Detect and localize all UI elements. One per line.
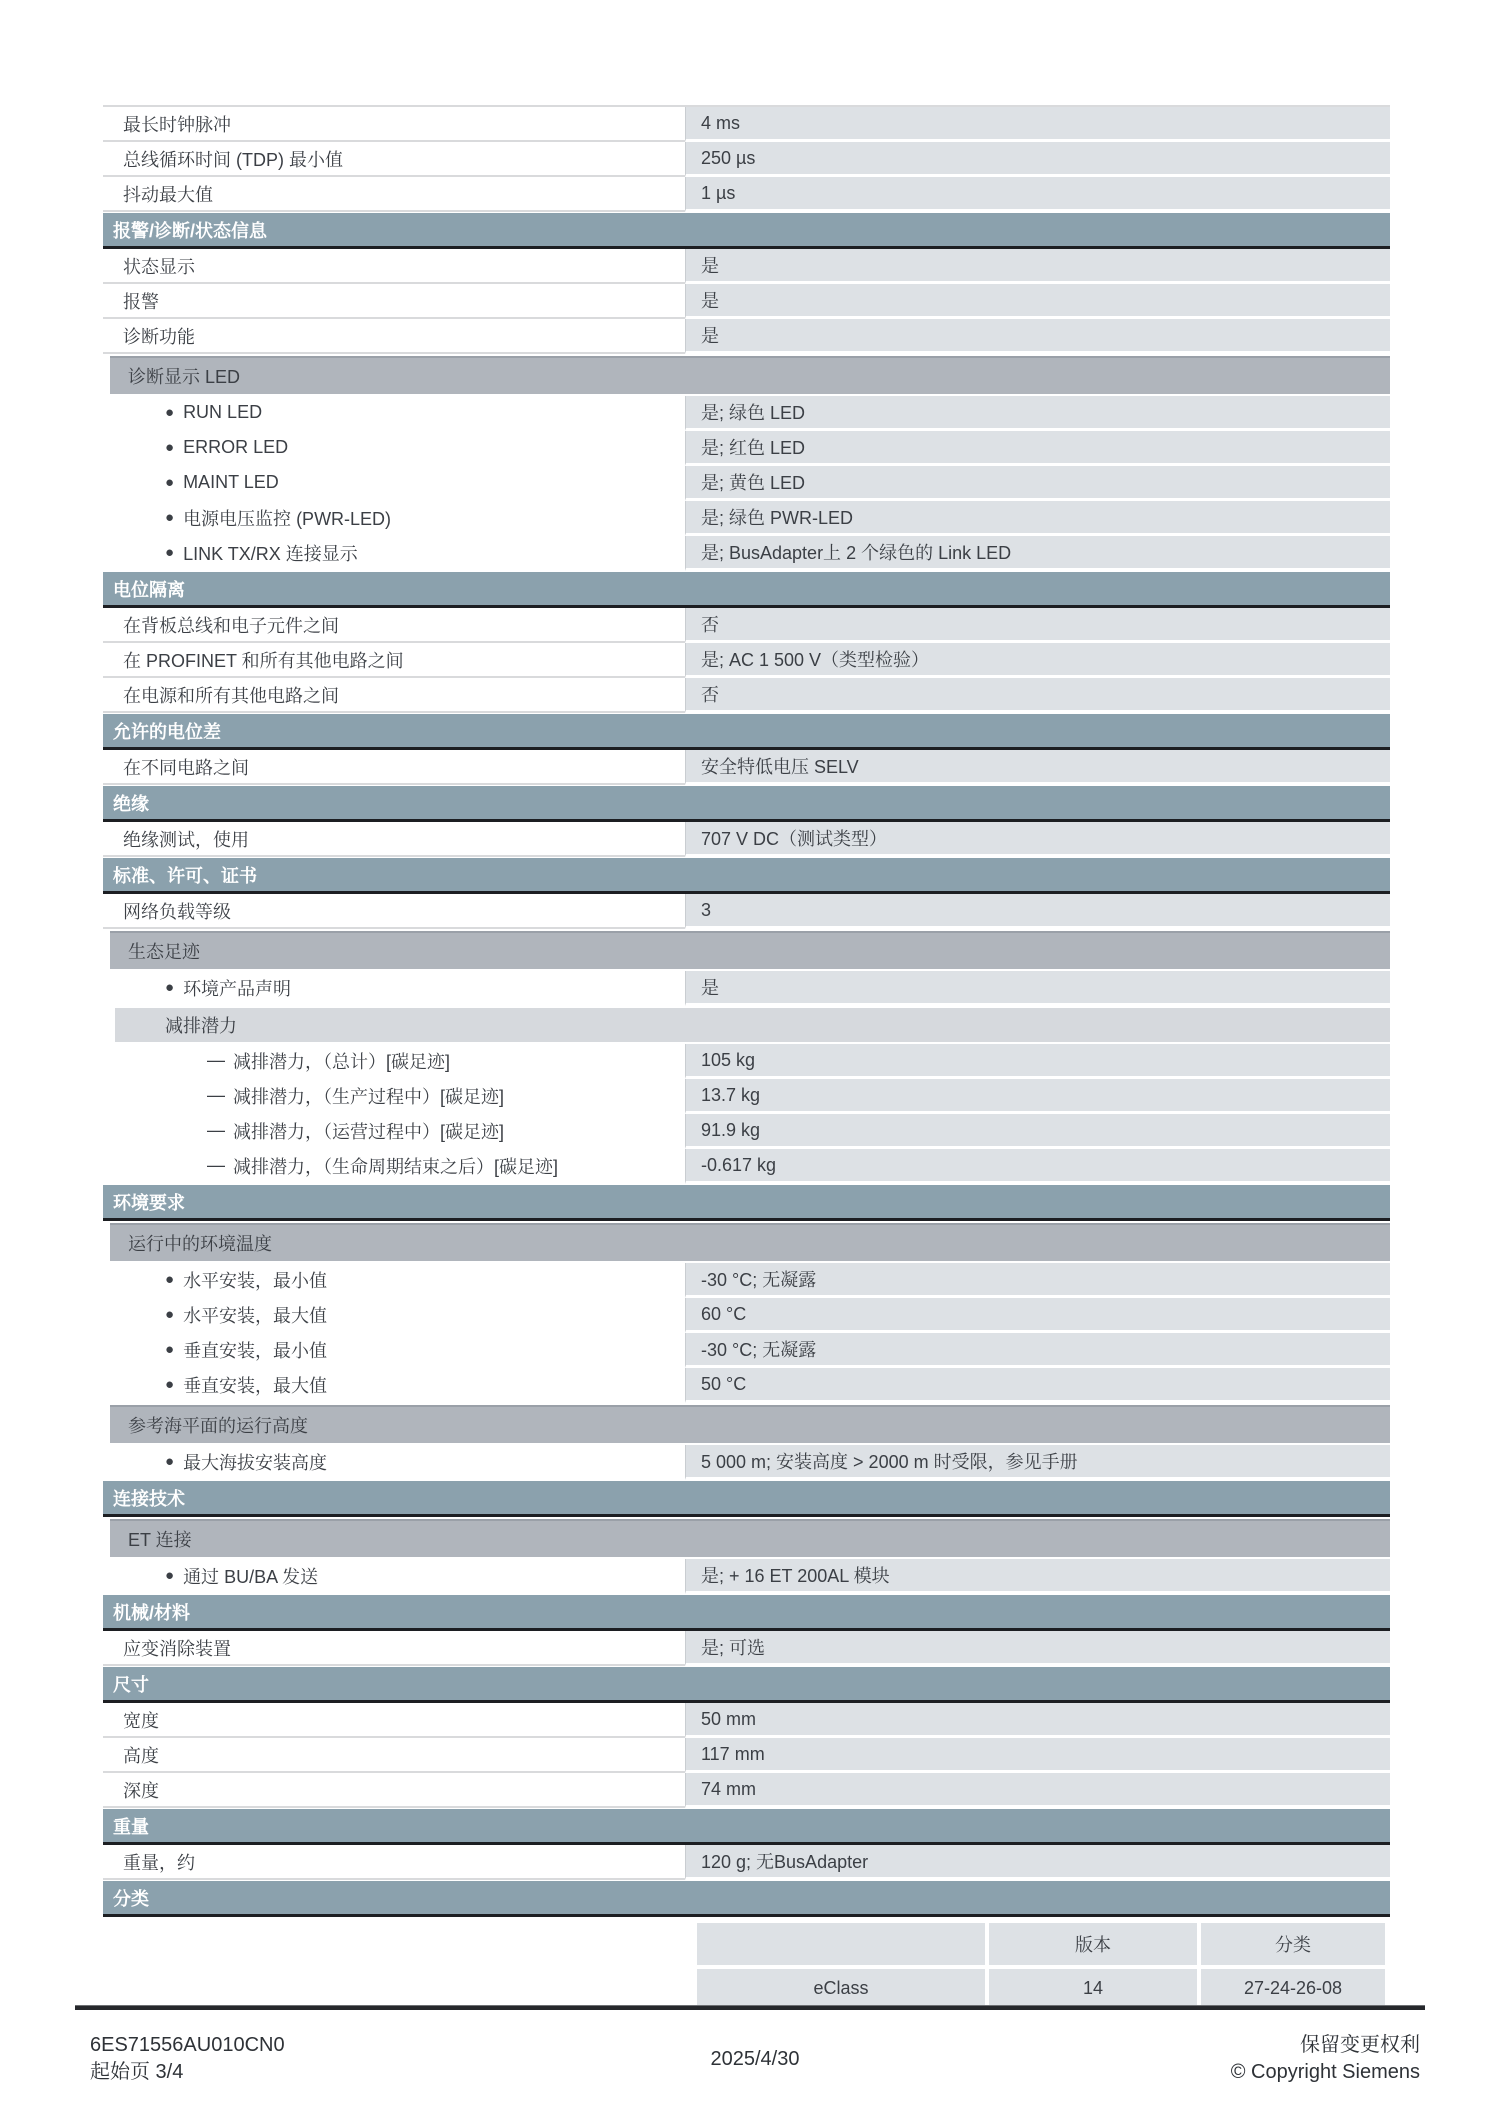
spec-value: 是; 黄色 LED (685, 466, 1390, 501)
section-title: 标准、许可、证书 (113, 865, 257, 886)
spec-row (103, 177, 1390, 212)
spec-table (103, 105, 1390, 1917)
spec-value: 3 (685, 894, 1390, 929)
spec-row (103, 536, 1390, 571)
footer-rights: 保留变更权利 (1300, 2034, 1420, 2056)
spec-value: 4 ms (685, 107, 1390, 142)
spec-value: 50 °C (685, 1368, 1390, 1403)
spec-label-text: 诊断功能 (123, 326, 195, 347)
spec-label-text: 减排潜力，（运营过程中）[碳足迹] (233, 1121, 505, 1142)
section-title: 绝缘 (113, 793, 149, 814)
footer-divider (75, 2005, 1425, 2010)
spec-row (103, 1445, 1390, 1480)
bullet-icon: ● (165, 979, 175, 996)
bullet-icon: ● (165, 439, 175, 456)
section-title: 允许的电位差 (113, 721, 221, 742)
footer-order-number: 6ES71556AU010CN0 (90, 2034, 285, 2056)
footer-left (90, 2032, 510, 2086)
spec-value: 105 kg (685, 1044, 1390, 1079)
spec-label (103, 1114, 685, 1149)
spec-row (103, 466, 1390, 501)
spec-label-text: 宽度 (123, 1710, 159, 1731)
spec-value: 74 mm (685, 1773, 1390, 1808)
spec-label (103, 142, 685, 177)
bullet-icon: ● (165, 1567, 175, 1584)
spec-value: 60 °C (685, 1298, 1390, 1333)
spec-label-text: 深度 (123, 1780, 159, 1801)
section-title: 电位隔离 (113, 579, 185, 600)
spec-label-text: 状态显示 (123, 256, 195, 277)
spec-row (103, 608, 1390, 643)
spec-value: 是 (685, 284, 1390, 319)
spec-label-text: 垂直安装，最小值 (183, 1340, 328, 1361)
spec-label (103, 1773, 685, 1808)
section-header (103, 1481, 1390, 1517)
dash-icon: — (207, 1120, 225, 1140)
bullet-icon: ● (165, 509, 175, 526)
subsection-header: 参考海平面的运行高度 (110, 1405, 1390, 1443)
spec-label-text: 总线循环时间 (TDP) 最小值 (123, 149, 343, 170)
spec-row (103, 1738, 1390, 1773)
spec-label-text: 垂直安装，最大值 (183, 1375, 328, 1396)
spec-row (103, 1368, 1390, 1403)
spec-value: 是; 绿色 PWR-LED (685, 501, 1390, 536)
bullet-icon: ● (165, 1271, 175, 1288)
spec-value: -0.617 kg (685, 1149, 1390, 1184)
footer-page-label: 起始页 3/4 (90, 2061, 184, 2083)
subsection-header: ET 连接 (110, 1519, 1390, 1557)
spec-value: 是 (685, 971, 1390, 1006)
section-header (103, 858, 1390, 894)
section-header (103, 1185, 1390, 1221)
bullet-icon: ● (165, 404, 175, 421)
dash-icon: — (207, 1050, 225, 1070)
spec-label (103, 1298, 685, 1333)
section-header (103, 1881, 1390, 1917)
spec-value: 117 mm (685, 1738, 1390, 1773)
spec-row (103, 142, 1390, 177)
spec-label (103, 536, 685, 571)
spec-label-text: 环境产品声明 (183, 978, 292, 999)
spec-value: 是; 绿色 LED (685, 396, 1390, 431)
spec-row (103, 1079, 1390, 1114)
spec-label-text: 电源电压监控 (PWR-LED) (183, 508, 392, 529)
spec-value: 是; AC 1 500 V（类型检验） (685, 643, 1390, 678)
spec-label-text: 水平安装，最小值 (183, 1270, 328, 1291)
spec-label (103, 501, 685, 536)
spec-label-text: 在不同电路之间 (123, 757, 249, 778)
classification-header-class: 分类 (1201, 1923, 1385, 1965)
spec-value: 120 g; 无BusAdapter (685, 1845, 1390, 1880)
spec-row (103, 284, 1390, 319)
spec-row (103, 501, 1390, 536)
section-header (103, 786, 1390, 822)
spec-value: 是; 可选 (685, 1631, 1390, 1666)
spec-row (103, 1298, 1390, 1333)
spec-label (103, 466, 685, 501)
spec-label (103, 1149, 685, 1184)
bullet-icon: ● (165, 1306, 175, 1323)
spec-label (103, 1368, 685, 1403)
spec-label (103, 971, 685, 1006)
spec-value: -30 °C; 无凝露 (685, 1333, 1390, 1368)
spec-label (103, 107, 685, 142)
classification-header-row (697, 1923, 1390, 1965)
spec-row (103, 1114, 1390, 1149)
classification-cell-system: eClass (697, 1969, 985, 2007)
footer-date: 2025/4/30 (710, 2047, 800, 2070)
bullet-icon: ● (165, 1376, 175, 1393)
spec-label-text: MAINT LED (183, 472, 279, 492)
section-title: 机械/材料 (113, 1602, 191, 1623)
dash-icon: — (207, 1085, 225, 1105)
spec-label (103, 1333, 685, 1368)
section-header (103, 1667, 1390, 1703)
subsection-header: 诊断显示 LED (110, 356, 1390, 394)
spec-label (103, 249, 685, 284)
classification-data-row (697, 1969, 1390, 2007)
spec-row (103, 1333, 1390, 1368)
bullet-icon: ● (165, 544, 175, 561)
spec-label-text: 减排潜力，（生产过程中）[碳足迹] (233, 1086, 505, 1107)
spec-label-text: ERROR LED (183, 437, 289, 457)
spec-label-text: 网络负载等级 (123, 901, 231, 922)
spec-value: 否 (685, 678, 1390, 713)
spec-value: 否 (685, 608, 1390, 643)
classification-table (697, 1923, 1390, 2007)
bullet-icon: ● (165, 1453, 175, 1470)
spec-row (103, 1044, 1390, 1079)
spec-label (103, 319, 685, 354)
spec-label (103, 396, 685, 431)
spec-row (103, 319, 1390, 354)
spec-label (103, 1559, 685, 1594)
spec-label (103, 894, 685, 929)
spec-value: 是 (685, 319, 1390, 354)
spec-label (103, 1263, 685, 1298)
section-title: 尺寸 (113, 1674, 149, 1695)
spec-label-text: 在 PROFINET 和所有其他电路之间 (123, 650, 404, 671)
spec-row (103, 1263, 1390, 1298)
spec-label-text: 抖动最大值 (123, 184, 213, 205)
footer-right (1000, 2032, 1420, 2086)
spec-row (103, 1703, 1390, 1738)
footer-copyright: © Copyright Siemens (1230, 2061, 1420, 2083)
spec-value: 91.9 kg (685, 1114, 1390, 1149)
spec-label-text: 应变消除装置 (123, 1638, 231, 1659)
spec-row (103, 396, 1390, 431)
spec-label (103, 678, 685, 713)
classification-cell-class: 27-24-26-08 (1201, 1969, 1385, 2007)
section-header (103, 1809, 1390, 1845)
spec-row (103, 643, 1390, 678)
spec-label-text: RUN LED (183, 402, 263, 422)
spec-value: 250 µs (685, 142, 1390, 177)
spec-label-text: 在电源和所有其他电路之间 (123, 685, 339, 706)
spec-value: 安全特低电压 SELV (685, 750, 1390, 785)
spec-row (103, 894, 1390, 929)
spec-row (103, 822, 1390, 857)
classification-header-version: 版本 (989, 1923, 1197, 1965)
section-header (103, 572, 1390, 608)
spec-value: 是 (685, 249, 1390, 284)
section-title: 重量 (113, 1816, 149, 1837)
page-footer (90, 2032, 1420, 2086)
spec-label (103, 608, 685, 643)
section-title: 环境要求 (113, 1192, 185, 1213)
spec-label (103, 1044, 685, 1079)
spec-label (103, 750, 685, 785)
section-title: 报警/诊断/状态信息 (113, 220, 268, 241)
spec-row (103, 1559, 1390, 1594)
spec-row (103, 1773, 1390, 1808)
spec-row (103, 678, 1390, 713)
spec-value: 5 000 m; 安装高度 > 2000 m 时受限，参见手册 (685, 1445, 1390, 1480)
spec-label (103, 643, 685, 678)
spec-value: 13.7 kg (685, 1079, 1390, 1114)
spec-label (103, 284, 685, 319)
spec-value: 是; BusAdapter上 2 个绿色的 Link LED (685, 536, 1390, 571)
spec-label (103, 1703, 685, 1738)
spec-label-text: 在背板总线和电子元件之间 (123, 615, 339, 636)
spec-label-text: 绝缘测试，使用 (123, 829, 249, 850)
spec-label (103, 1445, 685, 1480)
spec-label-text: 最长时钟脉冲 (123, 114, 231, 135)
section-title: 连接技术 (113, 1488, 185, 1509)
spec-value: 是; 红色 LED (685, 431, 1390, 466)
spec-label-text: 重量，约 (123, 1852, 195, 1873)
spec-label (103, 1845, 685, 1880)
bullet-icon: ● (165, 474, 175, 491)
spec-value: 1 µs (685, 177, 1390, 212)
spec-label (103, 177, 685, 212)
spec-label-text: 高度 (123, 1745, 159, 1766)
spec-label-text: 通过 BU/BA 发送 (183, 1566, 319, 1587)
dash-icon: — (207, 1155, 225, 1175)
spec-label-text: 报警 (123, 291, 159, 312)
spec-row (103, 971, 1390, 1006)
spec-row (103, 249, 1390, 284)
spec-label (103, 1079, 685, 1114)
spec-row (103, 107, 1390, 142)
spec-label-text: LINK TX/RX 连接显示 (183, 543, 358, 564)
spec-label-text: 水平安装，最大值 (183, 1305, 328, 1326)
spec-row (103, 1845, 1390, 1880)
classification-cell-version: 14 (989, 1969, 1197, 2007)
spec-row (103, 750, 1390, 785)
spec-label (103, 1738, 685, 1773)
spec-value: 是; + 16 ET 200AL 模块 (685, 1559, 1390, 1594)
subsection-header: 运行中的环境温度 (110, 1223, 1390, 1261)
classification-header-empty (697, 1923, 985, 1965)
spec-label-text: 减排潜力，（生命周期结束之后）[碳足迹] (233, 1156, 559, 1177)
spec-value: 707 V DC（测试类型） (685, 822, 1390, 857)
spec-label-text: 减排潜力，（总计）[碳足迹] (233, 1051, 451, 1072)
section-header (103, 213, 1390, 249)
spec-label (103, 822, 685, 857)
section-header (103, 714, 1390, 750)
spec-row (103, 1149, 1390, 1184)
spec-label (103, 431, 685, 466)
bullet-icon: ● (165, 1341, 175, 1358)
section-header (103, 1595, 1390, 1631)
spec-label (103, 1631, 685, 1666)
spec-label-text: 最大海拔安装高度 (183, 1452, 328, 1473)
spec-value: -30 °C; 无凝露 (685, 1263, 1390, 1298)
page-content (103, 105, 1390, 2011)
spec-row (103, 1631, 1390, 1666)
subsection-header: 生态足迹 (110, 931, 1390, 969)
section-title: 分类 (113, 1888, 149, 1909)
spec-row (103, 431, 1390, 466)
spec-value: 50 mm (685, 1703, 1390, 1738)
subsubsection-header: 减排潜力 (115, 1008, 1390, 1042)
